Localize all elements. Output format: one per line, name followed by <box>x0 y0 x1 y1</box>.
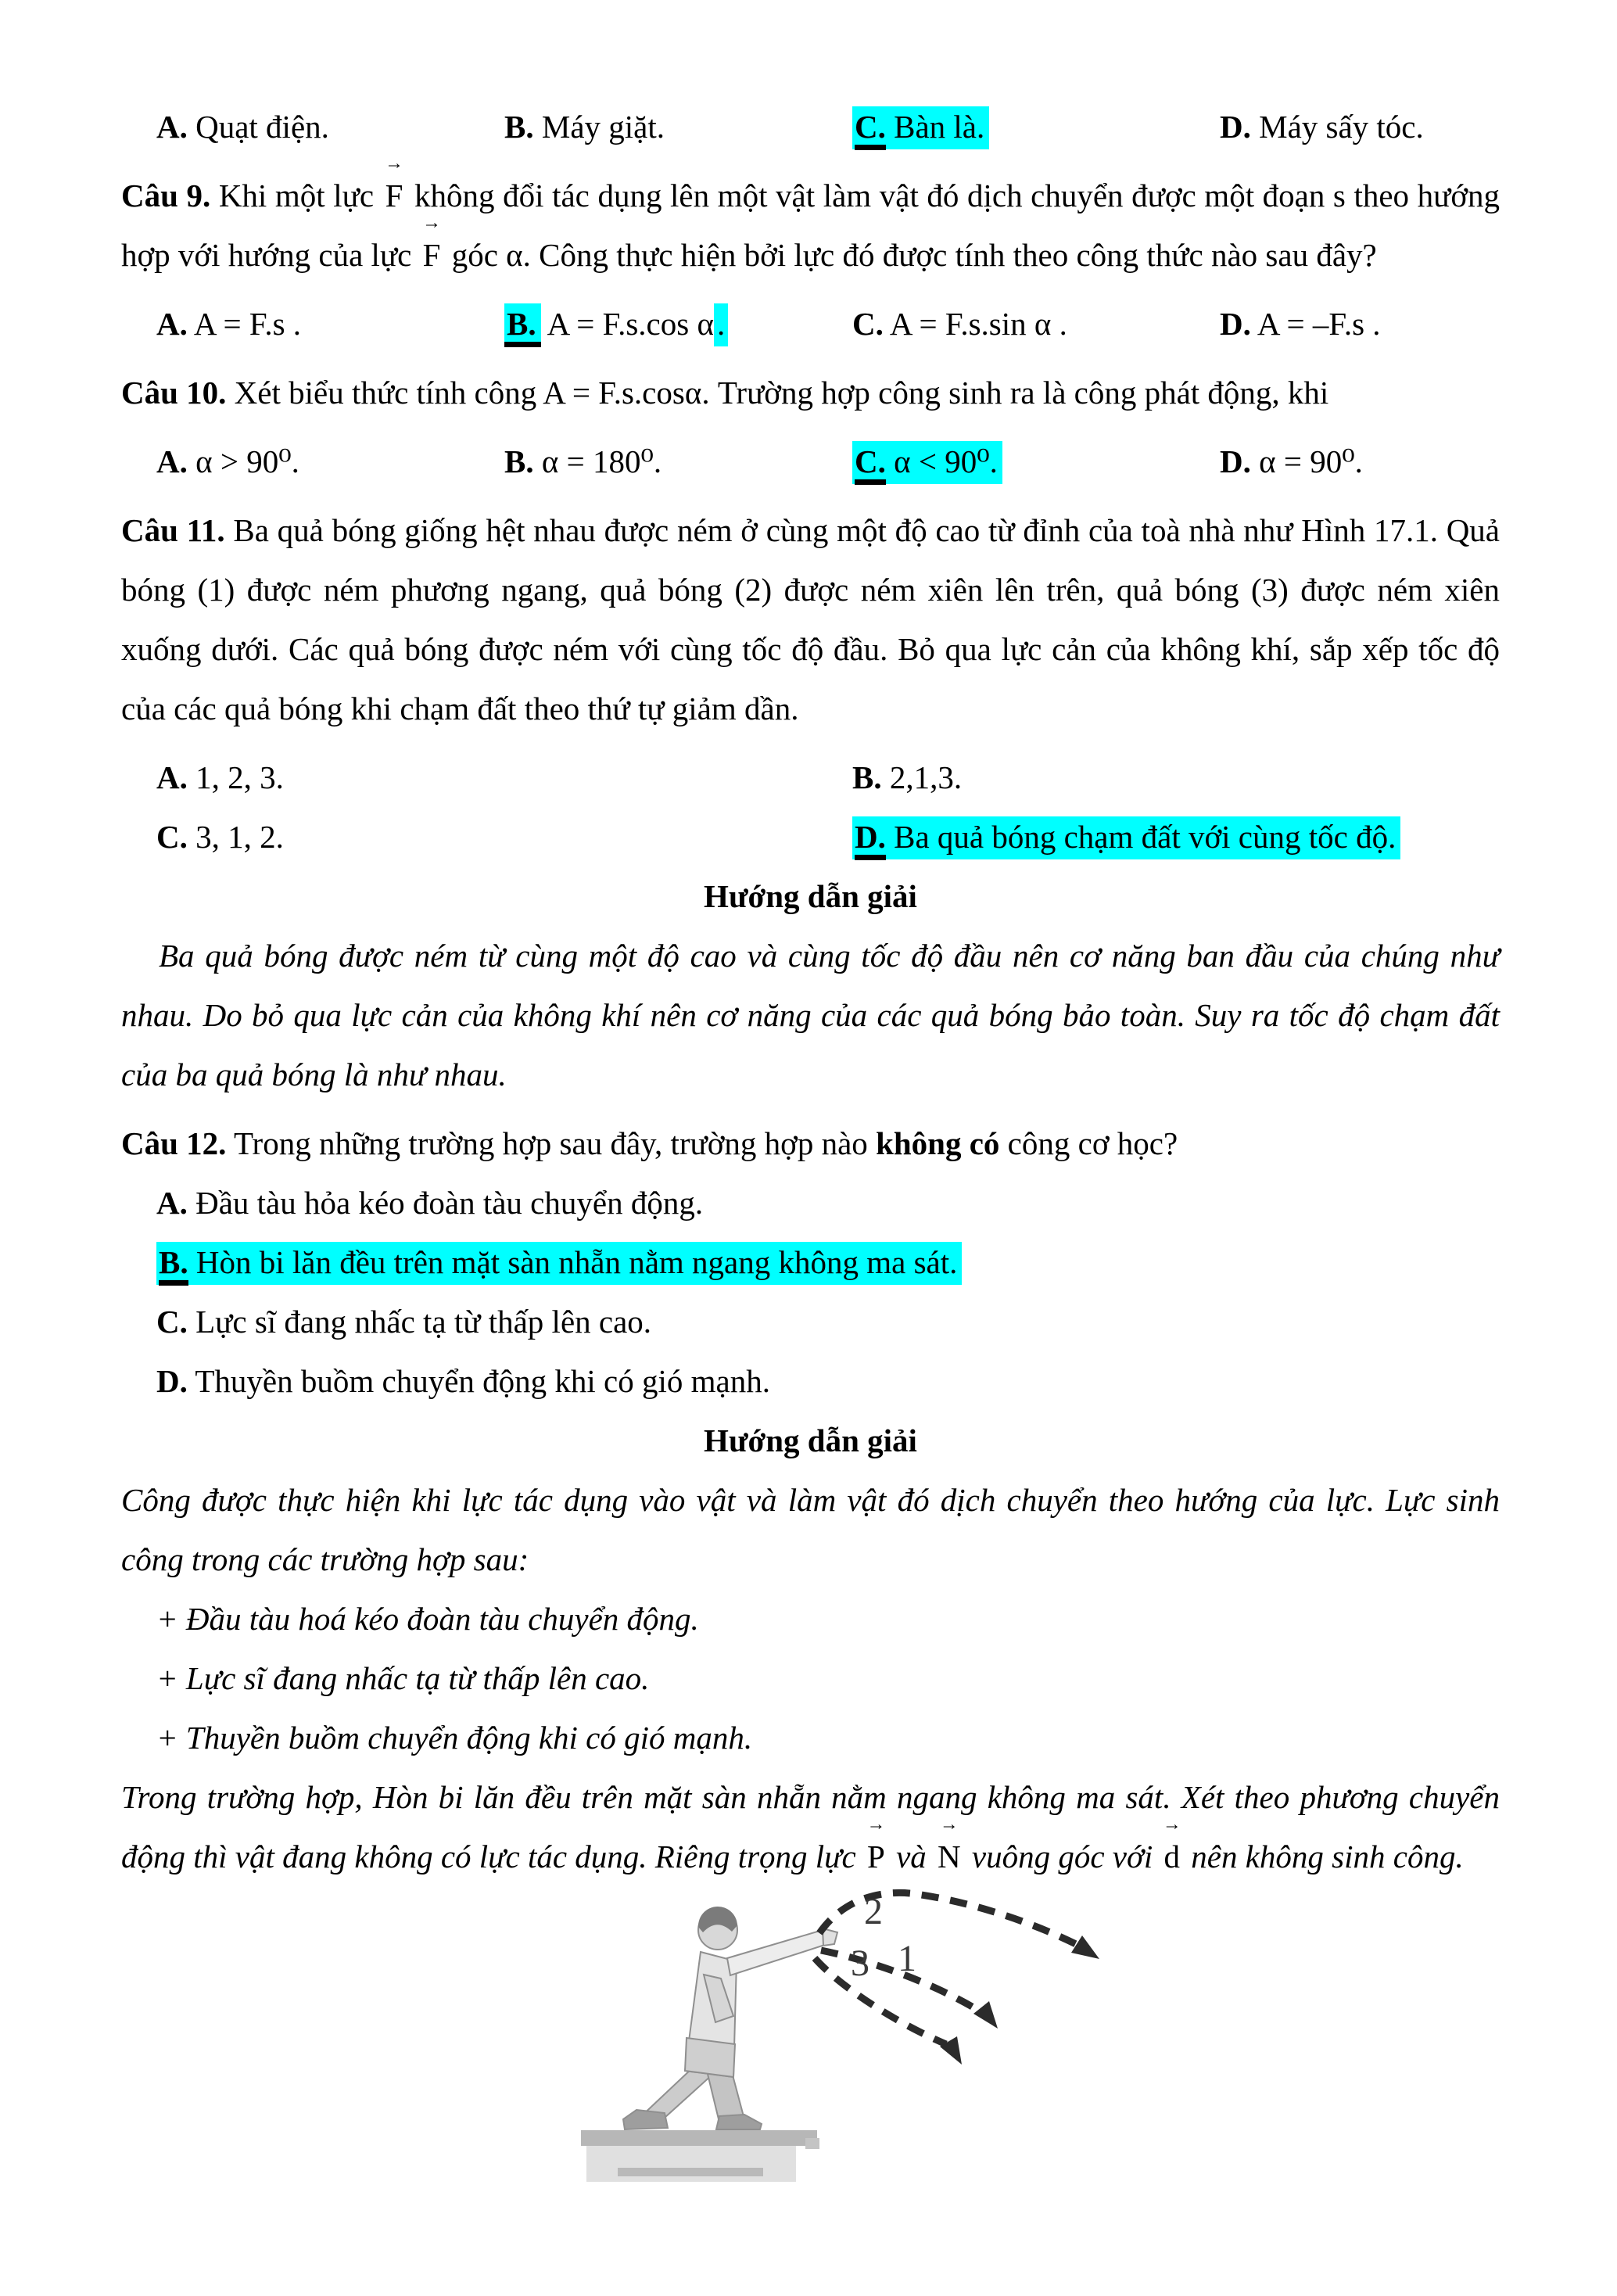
vector-d-icon: → d <box>1161 1827 1184 1886</box>
option-label: A. <box>156 1185 188 1221</box>
q8-option-b <box>504 97 852 156</box>
option-text: 1, 2, 3. <box>195 759 284 795</box>
option-label: D. <box>1220 306 1251 342</box>
q8-option-a <box>156 97 504 156</box>
q11-option-b <box>852 748 1500 807</box>
option-text: 3, 1, 2. <box>195 819 284 855</box>
option-text: Lực sĩ đang nhấc tạ từ thấp lên cao. <box>195 1304 652 1340</box>
extended-arm <box>727 1930 827 1975</box>
option-label: A. <box>156 109 188 145</box>
person-thrower <box>623 1907 837 2129</box>
question-number: Câu 10. <box>121 375 227 411</box>
q10-option-b <box>504 432 852 491</box>
option-text: Quạt điện. <box>195 109 329 145</box>
q12-option-a <box>156 1173 1500 1232</box>
option-label: C. <box>852 306 884 342</box>
option-text: α = 180⁰. <box>541 443 662 479</box>
highlighted-period: . <box>714 303 728 346</box>
vector-P-icon: → P <box>864 1827 888 1886</box>
back-shoe <box>623 2110 668 2129</box>
highlighted-answer <box>852 816 1400 859</box>
option-text: α < 90⁰. <box>894 443 998 479</box>
q9-options-row <box>156 294 1500 353</box>
q10-option-a <box>156 432 504 491</box>
ball-1-label: 1 <box>898 1938 916 1979</box>
q8-option-c <box>852 97 1220 156</box>
q12-option-d <box>156 1351 1500 1411</box>
solution-heading: Hướng dẫn giải <box>704 878 917 914</box>
option-label: A. <box>156 306 188 342</box>
option-text: A = F.s.sin α . <box>889 306 1067 342</box>
option-label: B. <box>504 109 534 145</box>
q9-option-d <box>1220 294 1500 353</box>
option-text: Máy sấy tóc. <box>1259 109 1424 145</box>
q11-solution-text: Ba quả bóng được ném từ cùng một độ cao và cùng tốc độ đầu nên cơ năng ban đầu của chúng như nhau. Do bỏ qua lực cản của không khí nên cơ năng của các quả bóng bảo toàn. Suy ra tốc độ chạm đất của ba quả bóng là như nhau. <box>121 938 1500 1092</box>
q12-solution-intro: Công được thực hiện khi lực tác dụng vào vật và làm vật đó dịch chuyển theo hướng của lực. Lực sinh công trong các trường hợp sau: <box>121 1482 1500 1577</box>
option-text: A = –F.s . <box>1257 306 1381 342</box>
trajectory-2-arrow-icon <box>1071 1935 1099 1959</box>
q11-option-d <box>852 807 1500 866</box>
q11-options-row-2 <box>156 807 1500 866</box>
q10-options-row <box>156 432 1500 491</box>
option-label: C. <box>156 819 188 855</box>
option-text: Hòn bi lăn đều trên mặt sàn nhẵn nằm ngang không ma sát. <box>195 1244 958 1280</box>
q9-text: Câu 9. Khi một lực → F không đổi tác dụng lên một vật làm vật đó dịch chuyển được một đoạn s theo hướng hợp với hướng của lực → F góc α. Công thực hiện bởi lực đó được tính theo công thức nào sau đây? <box>121 166 1500 285</box>
option-text: A = F.s . <box>193 306 302 342</box>
trajectory-1-arrow-icon <box>973 2001 998 2029</box>
option-label: D. <box>1220 443 1251 479</box>
option-text: α = 90⁰. <box>1259 443 1363 479</box>
vector-F-icon: → F <box>382 166 407 225</box>
option-label: B. <box>159 1244 188 1286</box>
option-text: α > 90⁰. <box>195 443 299 479</box>
option-text: 2,1,3. <box>889 759 963 795</box>
option-label: D. <box>1220 109 1251 145</box>
q12-solution-final: Trong trường hợp, Hòn bi lăn đều trên mặt sàn nhẵn nằm ngang không ma sát. Xét theo phương chuyển động thì vật đang không có lực tác dụng. Riêng trọng lực → P và → N vuông góc với → d nên không sinh công. <box>121 1767 1500 1886</box>
highlighted-answer <box>852 106 989 149</box>
highlighted-answer: B. <box>504 303 541 347</box>
option-label: C. <box>855 109 886 150</box>
trajectory-3 <box>815 1958 946 2044</box>
option-label: D. <box>156 1363 188 1399</box>
front-shoe <box>716 2115 762 2129</box>
vector-N-icon: → N <box>934 1827 964 1886</box>
q9-option-c <box>852 294 1220 353</box>
highlighted-answer <box>156 1242 962 1285</box>
q12-solution-item: + Thuyền buồm chuyển động khi có gió mạnh. <box>156 1720 753 1756</box>
highlighted-answer <box>852 441 1002 484</box>
q12-option-c <box>156 1292 1500 1351</box>
option-text: A = F.s.cos α <box>547 306 714 342</box>
solution-heading: Hướng dẫn giải <box>704 1422 917 1458</box>
q11-option-a <box>156 748 852 807</box>
option-text: Thuyền buồm chuyển động khi có gió mạnh. <box>195 1363 770 1399</box>
thrown-balls-illustration <box>469 1886 1173 2296</box>
ball-3-label: 3 <box>851 1943 869 1984</box>
trajectories <box>815 1891 1099 2065</box>
option-label: C. <box>156 1304 188 1340</box>
q10-option-d <box>1220 432 1500 491</box>
vector-F-icon: → F <box>420 225 444 285</box>
emphasis-text: không có <box>876 1125 1000 1161</box>
q9-option-a <box>156 294 504 353</box>
ball-2-label: 2 <box>864 1891 883 1932</box>
option-label: D. <box>855 819 886 860</box>
option-label: A. <box>156 759 188 795</box>
q12-solution-item: + Đầu tàu hoá kéo đoàn tàu chuyển động. <box>156 1601 699 1637</box>
option-text: Đầu tàu hỏa kéo đoàn tàu chuyển động. <box>195 1185 704 1221</box>
figure-17-1 <box>469 1886 1500 2296</box>
option-text: Ba quả bóng chạm đất với cùng tốc độ. <box>894 819 1396 855</box>
q8-option-d <box>1220 97 1500 156</box>
pedestal <box>581 2130 819 2182</box>
option-label: C. <box>855 443 886 485</box>
q10-option-c <box>852 432 1220 491</box>
option-label: B. <box>852 759 882 795</box>
question-number: Câu 12. <box>121 1125 227 1161</box>
waist <box>685 2038 735 2077</box>
question-number: Câu 9. <box>121 178 211 213</box>
q11-option-c <box>156 807 852 866</box>
option-text: Máy giặt. <box>541 109 665 145</box>
q10-text: Câu 10. Xét biểu thức tính công A = F.s.cosα. Trường hợp công sinh ra là công phát động, khi <box>121 375 1329 411</box>
q9-option-b <box>504 294 852 353</box>
q12-solution-item: + Lực sĩ đang nhấc tạ từ thấp lên cao. <box>156 1660 650 1696</box>
q12-text: Câu 12. Trong những trường hợp sau đây, trường hợp nào không có công cơ học? <box>121 1125 1178 1161</box>
q11-options-row-1 <box>156 748 1500 807</box>
q12-option-b <box>156 1232 1500 1292</box>
option-text: Bàn là. <box>894 109 985 145</box>
option-label: A. <box>156 443 188 479</box>
q11-text: Câu 11. Ba quả bóng giống hệt nhau được ném ở cùng một độ cao từ đỉnh của toà nhà như Hình 17.1. Quả bóng (1) được ném phương ngang, quả bóng (2) được ném xiên lên trên, quả bóng (3) được ném xiên xuống dưới. Các quả bóng được ném với cùng tốc độ đầu. Bỏ qua lực cản của không khí, sắp xếp tốc độ của các quả bóng khi chạm đất theo thứ tự giảm dần. <box>121 512 1500 726</box>
option-label: B. <box>504 443 534 479</box>
q8-options-row <box>156 97 1500 156</box>
question-number: Câu 11. <box>121 512 225 548</box>
trajectory-2 <box>819 1892 1079 1946</box>
